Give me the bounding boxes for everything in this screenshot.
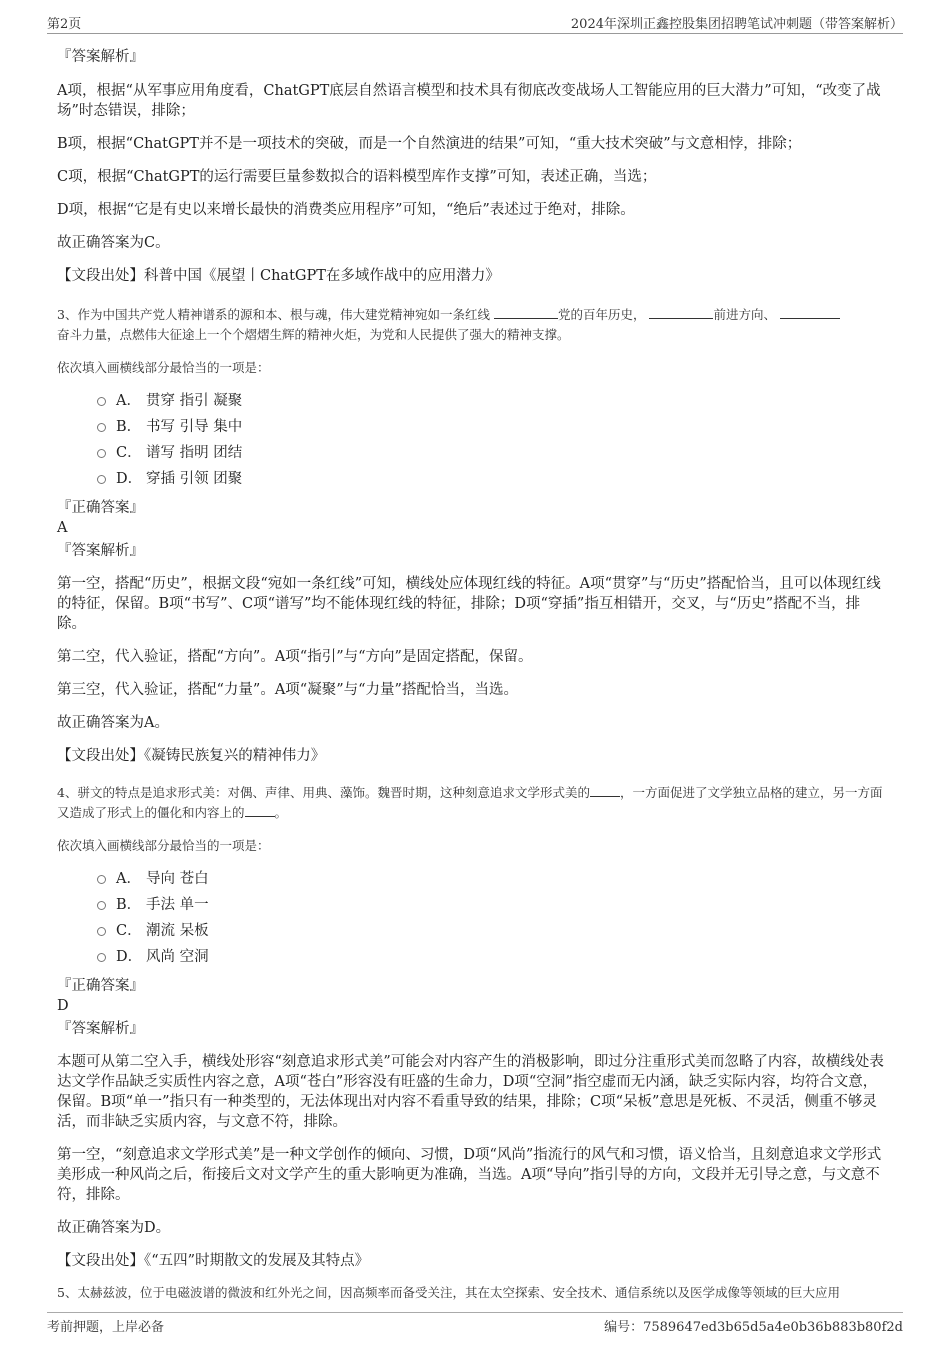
radio-icon[interactable] [97,423,106,432]
document-id: 编号：7589647ed3b65d5a4e0b36b883b80f2d [604,1320,903,1335]
radio-icon[interactable] [97,449,106,458]
answer-blank [494,306,558,319]
document-title: 2024年深圳正鑫控股集团招聘笔试冲刺题（带答案解析） [570,17,903,32]
analysis-paragraph: 第一空，搭配“历史”，根据文段“宛如一条红线”可知，横线处应体现红线的特征。A项“贯穿”与“历史”搭配恰当，且可以体现红线的特征，保留。B项“书写”、C项“谱写”均不能体现红线的特征，排除；D项“穿插”指互相错开，交叉，与“历史”搭配不当，排除。 [57,576,881,632]
option-list [97,388,887,492]
footer-slogan: 考前押题，上岸必备 [47,1320,165,1335]
answer-blank [649,306,713,319]
page-header [47,13,903,34]
correct-answer-label: 『正确答案』 [57,978,144,994]
answer-blank [780,306,840,319]
page-number: 第2页 [47,17,82,32]
option-b[interactable]: B． 书写 引导 集中 [97,414,887,440]
correct-answer-label: 『正确答案』 [57,500,144,516]
option-a[interactable]: A． 贯穿 指引 凝聚 [97,388,887,414]
radio-icon[interactable] [97,901,106,910]
correct-answer: A [57,520,68,536]
option-b[interactable]: B． 手法 单一 [97,892,887,918]
correct-answer: D [57,998,69,1014]
analysis-paragraph: C项，根据“ChatGPT的运行需要巨量参数拟合的语料模型库作支撑”可知，表述正确，当选； [57,169,657,185]
option-d[interactable]: D． 风尚 空洞 [97,944,887,970]
source-citation: 【文段出处】《凝铸民族复兴的精神伟力》 [57,748,326,764]
question-prompt: 依次填入画横线部分最恰当的一项是： [57,360,270,375]
radio-icon[interactable] [97,927,106,936]
question-stem: 5、太赫兹波，位于电磁波谱的微波和红外光之间，因高频率而备受关注，其在太空探索、安全技术、通信系统以及医学成像等领域的巨大应用 [57,1285,840,1300]
analysis-paragraph: D项，根据“它是有史以来增长最快的消费类应用程序”可知，“绝后”表述过于绝对，排除。 [57,202,635,218]
option-d[interactable]: D． 穿插 引领 团聚 [97,466,887,492]
radio-icon[interactable] [97,475,106,484]
source-citation: 【文段出处】《“五四”时期散文的发展及其特点》 [57,1253,370,1269]
conclusion: 故正确答案为C。 [57,235,170,251]
answer-blank [245,804,275,817]
conclusion: 故正确答案为A。 [57,715,169,731]
option-c[interactable]: C． 谱写 指明 团结 [97,440,887,466]
analysis-paragraph: A项，根据“从军事应用角度看，ChatGPT底层自然语言模型和技术具有彻底改变战场人工智能应用的巨大潜力”可知，“改变了战场”时态错误，排除； [57,83,881,119]
conclusion: 故正确答案为D。 [57,1220,171,1236]
answer-blank [590,784,620,797]
analysis-label: 『答案解析』 [57,543,144,559]
analysis-paragraph: 本题可从第二空入手，横线处形容“刻意追求形式美”可能会对内容产生的消极影响，即过分注重形式美而忽略了内容，故横线处表达文学作品缺乏实质性内容之意，A项“苍白”形容没有旺盛的生命力，D项“空洞”指空虚而无内涵，缺乏实际内容，均符合文意，保留。B项“单一”指只有一种类型的，无法体现出对内容不看重导致的结果，排除；C项“呆板”意思是死板、不灵活，侧重不够灵活，而非缺乏实质内容，与文意不符，排除。 [57,1054,884,1130]
analysis-label: 『答案解析』 [57,1021,144,1037]
option-a[interactable]: A． 导向 苍白 [97,866,887,892]
option-c[interactable]: C． 潮流 呆板 [97,918,887,944]
radio-icon[interactable] [97,397,106,406]
option-list [97,866,887,970]
question-stem: 4、骈文的特点是追求形式美：对偶、声律、用典、藻饰。魏晋时期，这种刻意追求文学形式美的 ，一方面促进了文学独立品格的建立，另一方面又造成了形式上的僵化和内容上的 。 [57,785,883,820]
analysis-paragraph: 第二空，代入验证，搭配“方向”。A项“指引”与“方向”是固定搭配，保留。 [57,649,533,665]
source-citation: 【文段出处】科普中国《展望丨ChatGPT在多域作战中的应用潜力》 [57,268,500,284]
analysis-paragraph: B项，根据“ChatGPT并不是一项技术的突破，而是一个自然演进的结果”可知，“重大技术突破”与文意相悖，排除； [57,136,802,152]
analysis-label: 『答案解析』 [57,49,144,65]
question-prompt: 依次填入画横线部分最恰当的一项是： [57,838,270,853]
analysis-paragraph: 第三空，代入验证，搭配“力量”。A项“凝聚”与“力量”搭配恰当，当选。 [57,682,518,698]
radio-icon[interactable] [97,875,106,884]
analysis-paragraph: 第一空，“刻意追求文学形式美”是一种文学创作的倾向、习惯，D项“风尚”指流行的风气和习惯，语义恰当，且刻意追求文学形式美形成一种风尚之后，衔接后文对文学产生的重大影响更为准确，当选。A项“导向”指引导的方向，文段并无引导之意，与文意不符，排除。 [57,1147,882,1203]
main-content [57,44,887,1303]
radio-icon[interactable] [97,953,106,962]
page-footer [47,1312,903,1335]
question-stem: 3、作为中国共产党人精神谱系的源和本、根与魂，伟大建党精神宛如一条红线 党的百年历史， 前进方向、 奋斗力量，点燃伟大征途上一个个熠熠生辉的精神火炬，为党和人民提供了强大的精神支撑。 [57,305,887,345]
